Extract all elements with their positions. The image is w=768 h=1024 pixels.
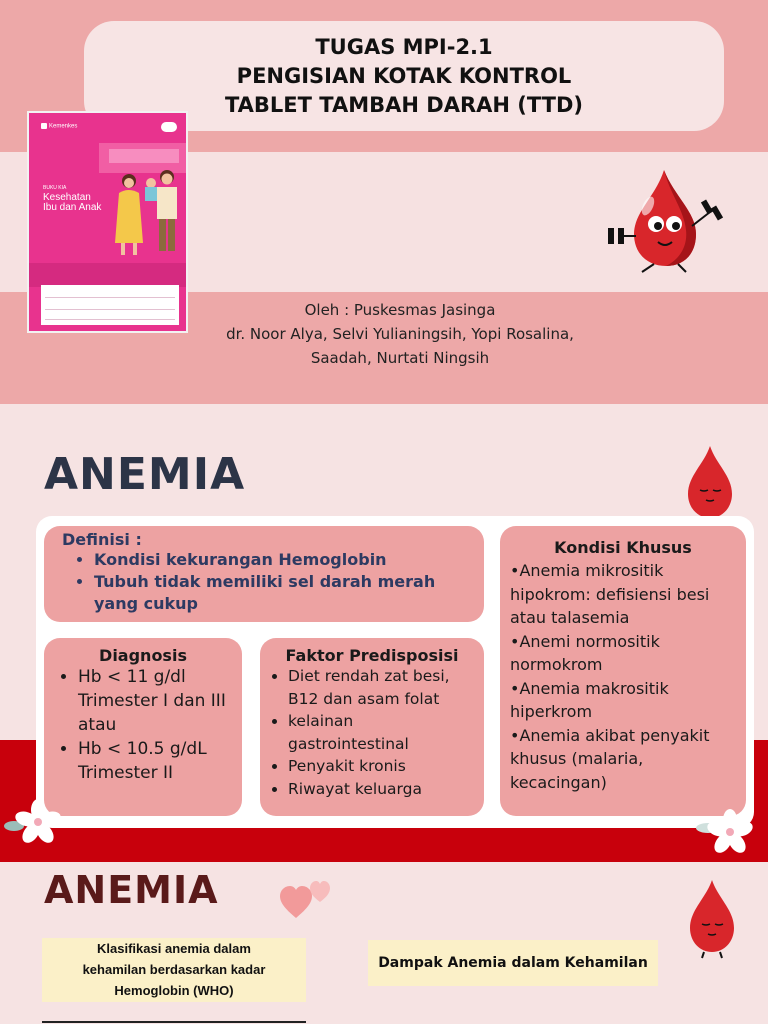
diagnosis-card xyxy=(44,638,242,816)
definisi-card xyxy=(44,526,484,622)
section1-heading: ANEMIA xyxy=(44,449,246,500)
book-brand: Kemenkes xyxy=(41,123,77,130)
blood-drop-calm-icon-2 xyxy=(682,878,742,962)
kondisi-card xyxy=(500,526,746,816)
blood-drop-calm-icon xyxy=(680,444,740,526)
faktor-item: • Penyakit kronis xyxy=(288,755,472,778)
title-line2: PENGISIAN KOTAK KONTROL xyxy=(236,63,572,88)
faktor-card xyxy=(260,638,484,816)
authors-line3: Saadah, Nurtati Ningsih xyxy=(310,349,490,367)
authors-block xyxy=(150,298,650,370)
kondisi-title: Kondisi Khusus xyxy=(554,538,692,557)
diagnosis-list xyxy=(78,665,228,785)
book-small-label: BUKU KIA xyxy=(43,185,67,191)
title-line1: TUGAS MPI-2.1 xyxy=(315,34,493,59)
kondisi-item: •Anemia makrositik hiperkrom xyxy=(510,678,669,721)
book-heading: Kesehatan Ibu dan Anak xyxy=(43,192,102,213)
klasifikasi-line1: Klasifikasi anemia dalam xyxy=(97,941,251,956)
diagnosis-item: • Hb < 11 g/dl Trimester I dan III atau xyxy=(78,665,228,737)
faktor-item: • Riwayat keluarga xyxy=(288,778,472,801)
definisi-item: • Tubuh tidak memiliki sel darah merah yang cukup xyxy=(94,571,466,615)
definisi-title: Definisi : xyxy=(62,530,142,549)
section2-heading: ANEMIA xyxy=(44,868,219,912)
book-strip xyxy=(29,263,188,287)
flower-left-icon xyxy=(4,796,68,850)
kondisi-item: •Anemia mikrositik hipokrom: defisiensi besi atau talasemia xyxy=(510,561,710,627)
kondisi-item: •Anemi normositik normokrom xyxy=(510,631,660,674)
klasifikasi-line3: Hemoglobin (WHO) xyxy=(114,983,234,998)
blood-drop-dumbbell-icon xyxy=(604,166,728,276)
klasifikasi-line2: kehamilan berdasarkan kadar xyxy=(82,962,266,977)
definisi-item: • Kondisi kekurangan Hemoglobin xyxy=(94,549,466,571)
kondisi-item: •Anemia akibat penyakit khusus (malaria, kecacingan) xyxy=(510,725,710,792)
dampak-box xyxy=(368,940,658,986)
hearts-icon xyxy=(280,878,336,922)
authors-line1: Oleh : Puskesmas Jasinga xyxy=(304,301,496,319)
diagnosis-title: Diagnosis xyxy=(99,646,187,665)
book-badge xyxy=(161,122,177,132)
family-illustration-icon xyxy=(99,143,188,263)
authors-line2: dr. Noor Alya, Selvi Yulianingsih, Yopi Rosalina, xyxy=(226,325,574,343)
dampak-label: Dampak Anemia dalam Kehamilan xyxy=(378,955,648,971)
title-line3: TABLET TAMBAH DARAH (TTD) xyxy=(224,92,584,117)
definisi-list xyxy=(94,549,466,615)
faktor-item: • kelainan gastrointestinal xyxy=(288,710,472,755)
flower-right-icon xyxy=(694,806,758,860)
klasifikasi-box xyxy=(42,938,306,1002)
faktor-title: Faktor Predisposisi xyxy=(285,646,459,665)
kemenkes-logo-icon xyxy=(41,123,47,129)
diagnosis-item: • Hb < 10.5 g/dL Trimester II xyxy=(78,737,228,785)
faktor-list xyxy=(288,665,472,800)
faktor-item: • Diet rendah zat besi, B12 dan asam folat xyxy=(288,665,472,710)
